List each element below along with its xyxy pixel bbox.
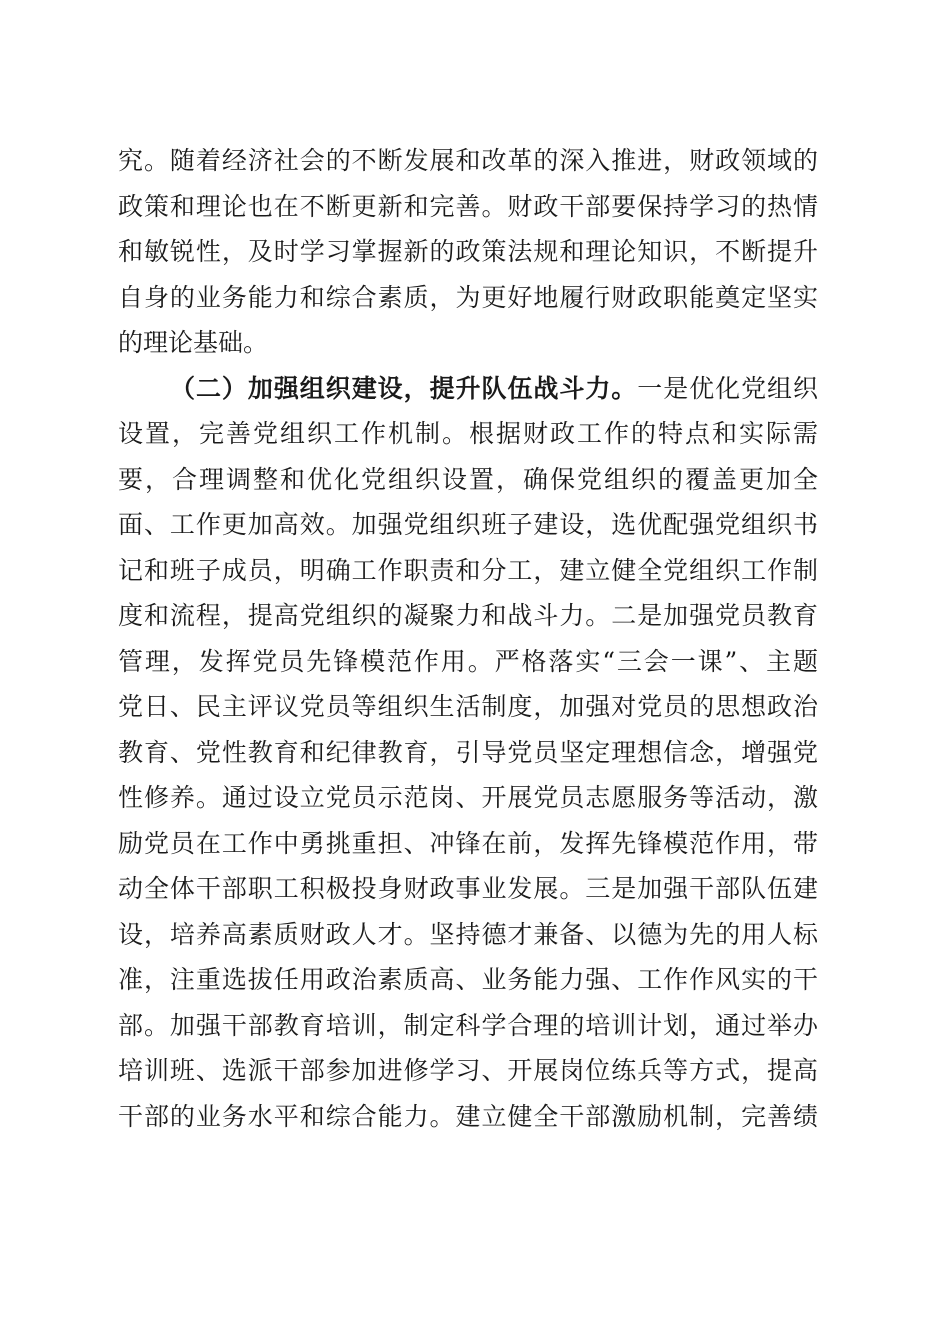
line-text: 党日、民主评议党员等组织生活制度，加强对党员的思想政治: [118, 692, 818, 721]
text-line: [118, 866, 818, 912]
text-line: [118, 229, 818, 275]
line-text: 动全体干部职工积极投身财政事业发展。三是加强干部队伍建: [118, 874, 818, 903]
line-text: 励党员在工作中勇挑重担、冲锋在前，发挥先锋模范作用，带: [118, 828, 818, 858]
text-line: [118, 548, 818, 594]
line-text: 准，注重选拔任用政治素质高、业务能力强、工作作风实的干: [118, 965, 818, 994]
text-line: [118, 411, 818, 457]
text-line: [118, 912, 818, 958]
line-text: 要，合理调整和优化党组织设置，确保党组织的覆盖更加全: [118, 464, 818, 494]
text-line: [118, 320, 818, 366]
section-heading: （二）加强组织建设，提升队伍战斗力。: [170, 373, 638, 403]
text-line: [118, 502, 818, 548]
line-text: 设置，完善党组织工作机制。根据财政工作的特点和实际需: [118, 419, 818, 448]
text-line: [118, 639, 818, 685]
text-line: [118, 1003, 818, 1049]
text-line: [118, 366, 818, 412]
line-text: 政策和理论也在不断更新和完善。财政干部要保持学习的热情: [118, 191, 818, 221]
line-text: 和敏锐性，及时学习掌握新的政策法规和理论知识，不断提升: [118, 237, 818, 266]
line-text: 性修养。通过设立党员示范岗、开展党员志愿服务等活动，激: [118, 783, 818, 812]
line-text: 记和班子成员，明确工作职责和分工，建立健全党组织工作制: [118, 555, 818, 585]
line-text: 教育、党性教育和纪律教育，引导党员坚定理想信念，增强党: [118, 737, 818, 767]
text-line: [118, 275, 818, 321]
document-body: [118, 138, 818, 1139]
text-line: [118, 1048, 818, 1094]
line-text: 培训班、选派干部参加进修学习、开展岗位练兵等方式，提高: [118, 1056, 818, 1085]
line-text: 自身的业务能力和综合素质，为更好地履行财政职能奠定坚实: [118, 282, 818, 312]
line-text: 面、工作更加高效。加强党组织班子建设，选优配强党组织书: [118, 510, 818, 539]
line-text: 究。随着经济社会的不断发展和改革的深入推进，财政领域的: [118, 146, 818, 175]
text-line: [118, 957, 818, 1003]
line-text: 一是优化党组织: [637, 373, 818, 403]
line-text: 管理，发挥党员先锋模范作用。严格落实“三会一课”、主题: [118, 646, 818, 676]
text-line: [118, 775, 818, 821]
line-text: 度和流程，提高党组织的凝聚力和战斗力。二是加强党员教育: [118, 601, 818, 630]
text-line: [118, 730, 818, 776]
text-line: [118, 821, 818, 867]
line-text: 设，培养高素质财政人才。坚持德才兼备、以德为先的用人标: [118, 919, 818, 949]
text-line: [118, 684, 818, 730]
line-text: 的理论基础。: [118, 328, 269, 357]
line-text: 干部的业务水平和综合能力。建立健全干部激励机制，完善绩: [118, 1101, 818, 1131]
text-line: [118, 593, 818, 639]
text-line: [118, 184, 818, 230]
text-line: [118, 457, 818, 503]
text-line: [118, 138, 818, 184]
text-line: [118, 1094, 818, 1140]
line-text: 部。加强干部教育培训，制定科学合理的培训计划，通过举办: [118, 1010, 818, 1040]
